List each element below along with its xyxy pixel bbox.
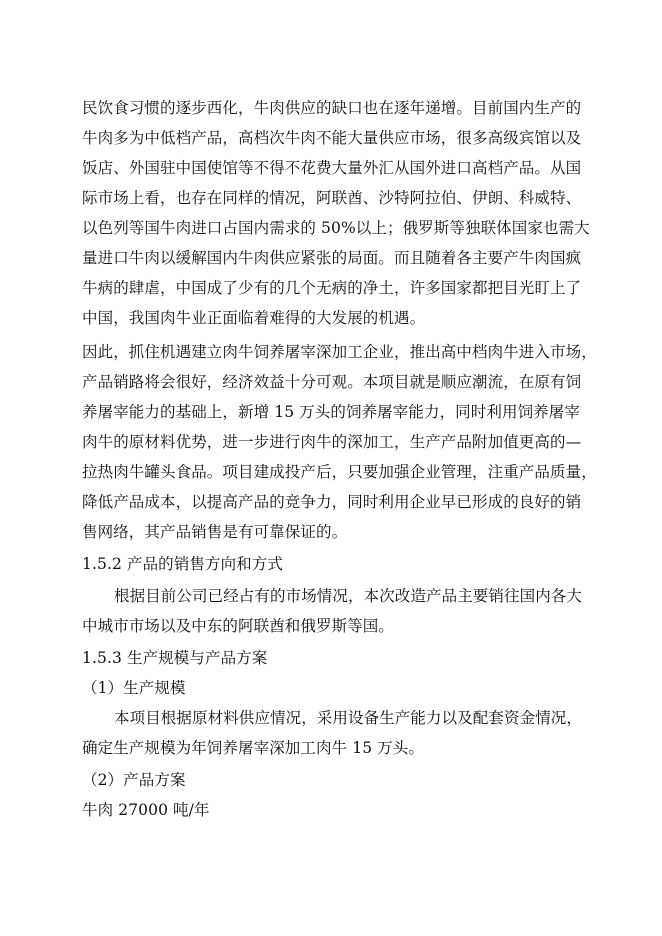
text-line: 中国，我国肉牛业正面临着难得的大发展的机遇。: [82, 309, 426, 327]
text-line: 中城市市场以及中东的阿联酋和俄罗斯等国。: [82, 617, 395, 635]
text-line: 牛病的肆虐，中国成了少有的几个无病的净土，许多国家都把目光盯上了: [82, 279, 582, 297]
text-line: 确定生产规模为年饲养屠宰深加工肉牛 15 万头。: [82, 739, 424, 757]
text-line: 牛肉 27000 吨/年: [82, 801, 210, 819]
text-line: 量进口牛肉以缓解国内牛肉供应紧张的局面。而且随着各主要产牛肉国疯: [82, 249, 582, 267]
text-line: 产品销路将会很好，经济效益十分可观。本项目就是顺应潮流，在原有饲: [82, 373, 582, 391]
text-line: 民饮食习惯的逐步西化，牛肉供应的缺口也在逐年递增。目前国内生产的: [82, 99, 582, 117]
text-line: 饭店、外国驻中国使馆等不得不花费大量外汇从国外进口高档产品。从国: [82, 159, 582, 177]
text-line: 养屠宰能力的基础上，新增 15 万头的饲养屠宰能力，同时利用饲养屠宰: [82, 403, 580, 421]
text-line: 根据目前公司已经占有的市场情况，本次改造产品主要销往国内各大: [114, 587, 583, 605]
text-line: 因此，抓住机遇建立肉牛饲养屠宰深加工企业，推出高中档肉牛进入市场，: [82, 343, 597, 361]
text-line: 际市场上看，也存在同样的情况，阿联酋、沙特阿拉伯、伊朗、科威特、: [82, 189, 582, 207]
text-line: 售网络，其产品销售是有可靠保证的。: [82, 523, 348, 541]
text-line: 肉牛的原材料优势，进一步进行肉牛的深加工，生产产品附加值更高的—: [82, 433, 582, 451]
subsection-heading: （2）产品方案: [82, 771, 186, 789]
text-line: 以色列等国牛肉进口占国内需求的 50%以上；俄罗斯等独联体国家也需大: [82, 219, 590, 237]
subsection-heading: （1）生产规模: [82, 679, 186, 697]
text-line: 本项目根据原材料供应情况，采用设备生产能力以及配套资金情况，: [114, 709, 583, 727]
text-line: 降低产品成本，以提高产品的竞争力，同时利用企业早已形成的良好的销: [82, 493, 582, 511]
section-heading: 1.5.2 产品的销售方向和方式: [82, 555, 283, 573]
text-line: 牛肉多为中低档产品，高档次牛肉不能大量供应市场，很多高级宾馆以及: [82, 129, 582, 147]
section-heading: 1.5.3 生产规模与产品方案: [82, 649, 268, 667]
text-line: 拉热肉牛罐头食品。项目建成投产后，只要加强企业管理，注重产品质量，: [82, 463, 597, 481]
